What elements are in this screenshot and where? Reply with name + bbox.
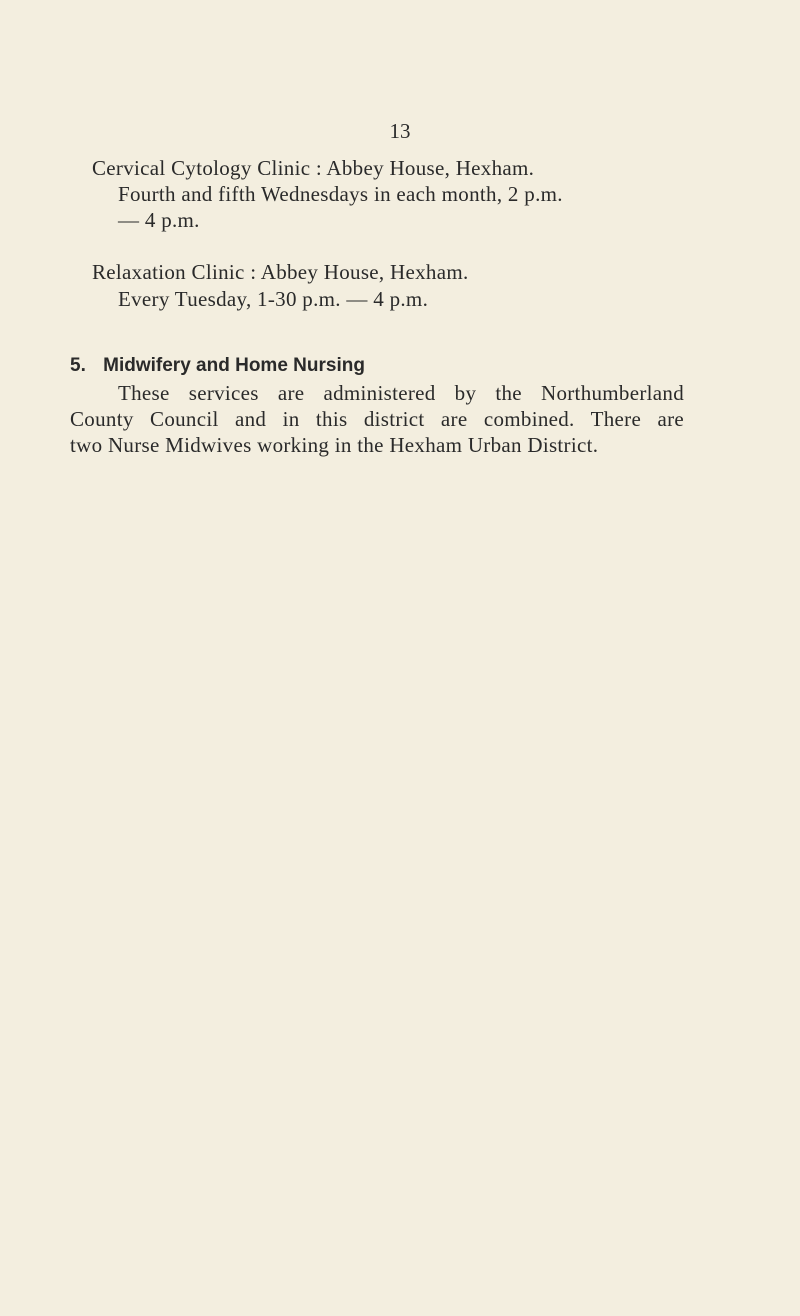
- cervical-clinic-schedule-line: Fourth and fifth Wednesdays in each month, 2 p.m.: [118, 182, 563, 206]
- page-number: 13: [389, 119, 411, 143]
- relaxation-clinic-title-line: Relaxation Clinic : Abbey House, Hexham.: [92, 260, 469, 284]
- relaxation-clinic-schedule-line: Every Tuesday, 1-30 p.m. — 4 p.m.: [118, 287, 429, 311]
- cervical-clinic-title-line: Cervical Cytology Clinic : Abbey House, Hexham.: [92, 156, 535, 180]
- section-title: Midwifery and Home Nursing: [103, 355, 365, 376]
- section-paragraph-line-2: County Council and in this district are combined. There are: [70, 407, 684, 431]
- section-number: 5.: [70, 355, 86, 376]
- cervical-clinic-schedule-continuation: — 4 p.m.: [118, 208, 200, 232]
- section-paragraph-line-3: two Nurse Midwives working in the Hexham Urban District.: [70, 433, 599, 457]
- section-paragraph-line-1: These services are administered by the Northumberland: [118, 381, 684, 405]
- section-heading: [70, 353, 365, 379]
